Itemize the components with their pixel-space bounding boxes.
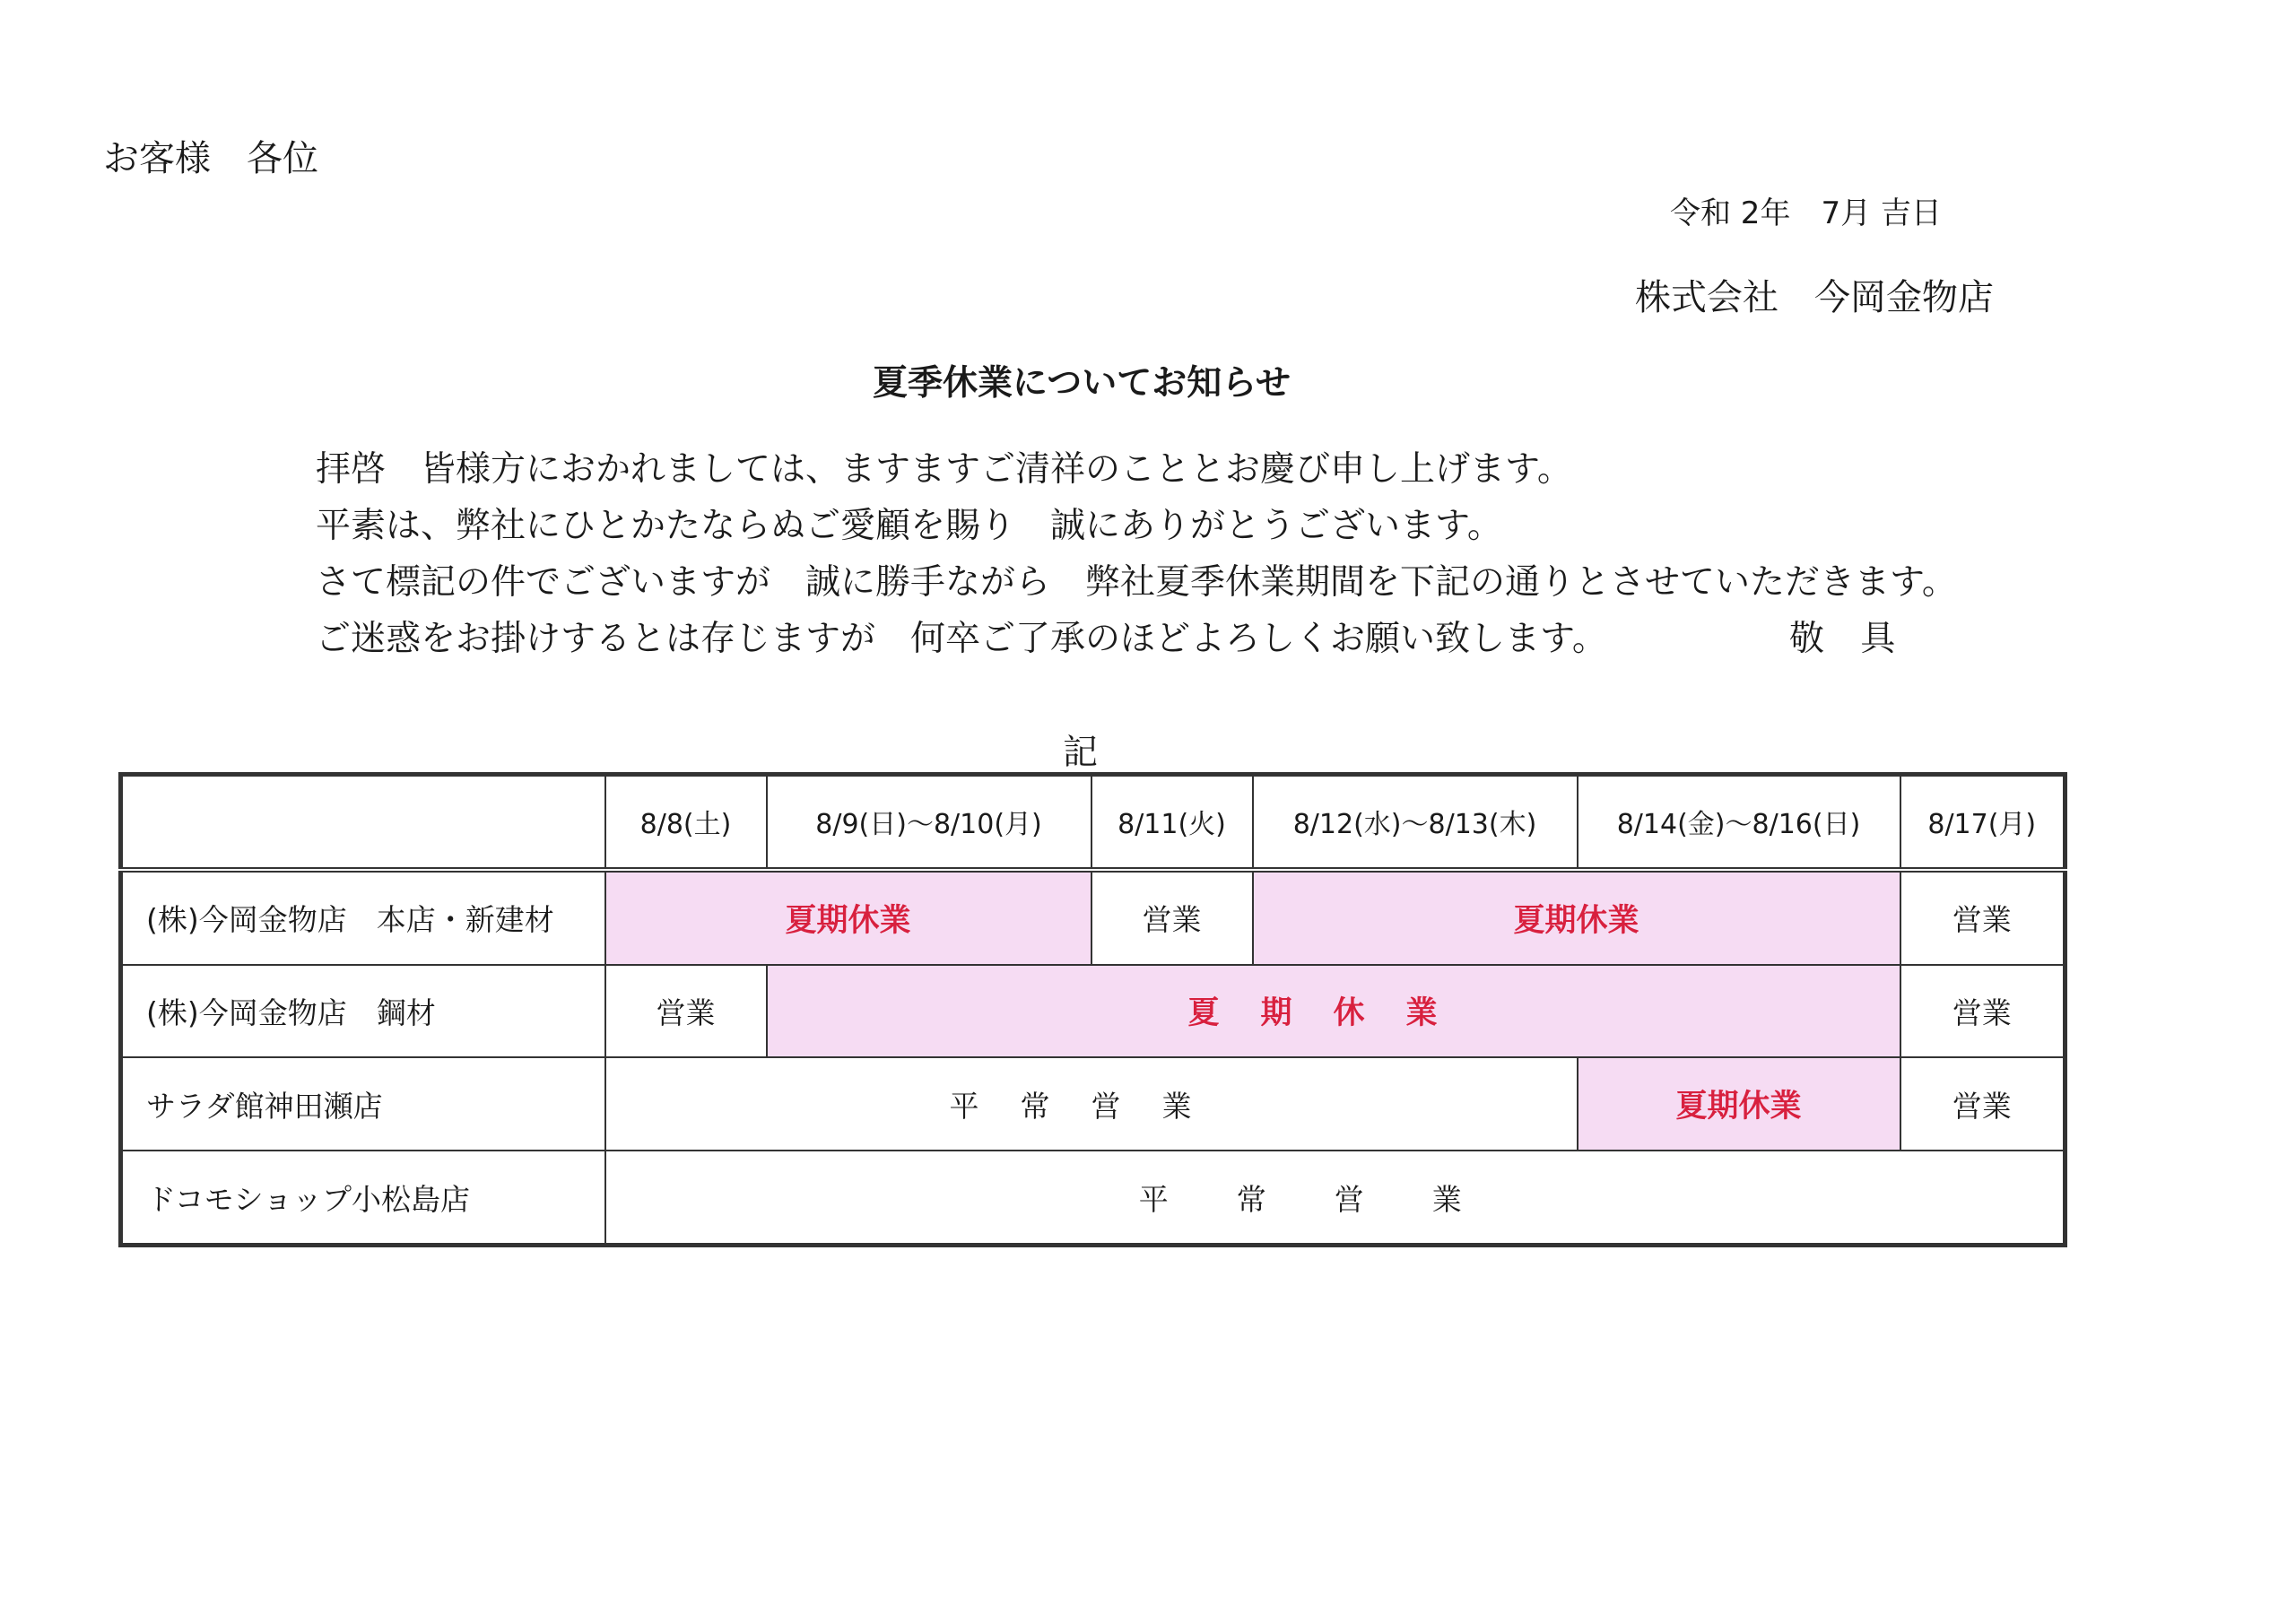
addressee: お客様 各位 [103,138,318,179]
status-cell-closed: 夏期休業 [1253,870,1900,965]
header-cell-date: 8/8(土) [605,775,767,870]
table-row [121,870,2066,965]
notice-title: 夏季休業についてお知らせ [872,363,1292,404]
store-name: ドコモショップ小松島店 [121,1151,605,1245]
closing-phrase: 敬 具 [1789,619,1909,659]
body-line-2: 平素は、弊社にひとかたならぬご愛顧を賜り 誠にありがとうございます。 [316,506,1502,546]
header-cell-date: 8/11(火) [1091,775,1253,870]
holiday-schedule-table [118,772,2067,1247]
body-line-3: さて標記の件でございますが 誠に勝手ながら 弊社夏季休業期間を下記の通りとさせていただきます。 [316,562,1957,603]
table-row [121,965,2066,1058]
status-cell-open: 営業 [1091,870,1253,965]
status-cell-closed: 夏期休業 [1578,1057,1900,1151]
table-row [121,1151,2066,1245]
body-line-4: ご迷惑をお掛けするとは存じますが 何卒ご了承のほどよろしくお願い致します。 [316,619,1607,659]
table-row [121,1057,2066,1151]
store-name: サラダ館神田瀬店 [121,1057,605,1151]
store-name: (株)今岡金物店 本店・新建材 [121,870,605,965]
header-cell-store [121,775,605,870]
header-row [121,775,2066,870]
status-cell-open: 営業 [1900,870,2066,965]
company-name: 株式会社 今岡金物店 [1635,277,1994,318]
header-cell-date: 8/17(月) [1900,775,2066,870]
header-cell-date: 8/12(水)～8/13(木) [1253,775,1578,870]
header-cell-date: 8/14(金)～8/16(日) [1578,775,1900,870]
store-name: (株)今岡金物店 鋼材 [121,965,605,1058]
status-cell-closed: 夏期休業 [767,965,1900,1058]
status-cell-open: 営業 [605,965,767,1058]
ki-heading: 記 [1063,733,1099,773]
header-cell-date: 8/9(日)～8/10(月) [767,775,1091,870]
status-cell-open: 営業 [1900,965,2066,1058]
status-cell-open: 営業 [1900,1057,2066,1151]
issue-date: 令和 2年 7月 吉日 [1670,195,1942,231]
body-line-1: 拝啓 皆様方におかれましては、ますますご清祥のこととお慶び申し上げます。 [316,449,1572,490]
status-cell-normal: 平常営業 [605,1151,2066,1245]
status-cell-normal: 平常営業 [605,1057,1578,1151]
status-cell-closed: 夏期休業 [605,870,1091,965]
